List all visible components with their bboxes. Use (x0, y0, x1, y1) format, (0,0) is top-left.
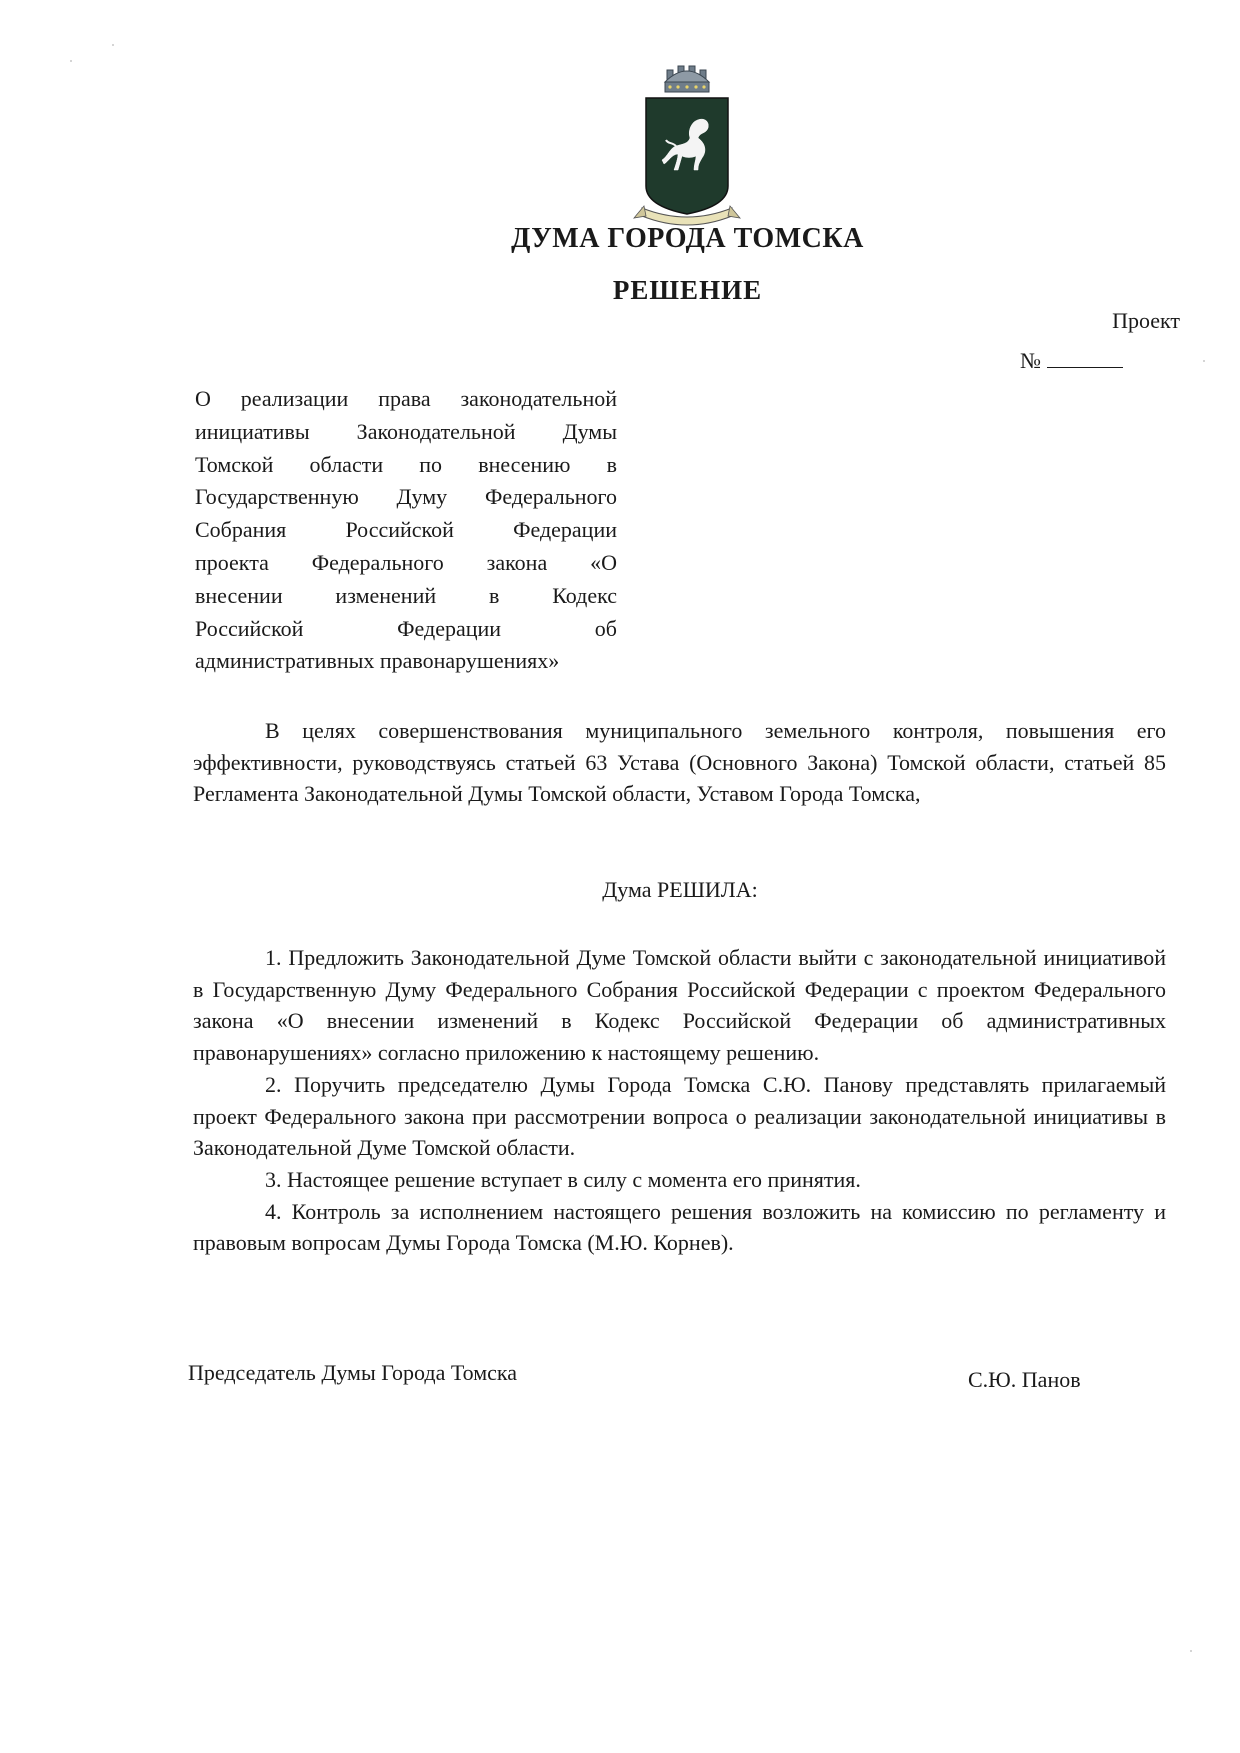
document-number (1020, 348, 1123, 374)
number-sign: № (1020, 348, 1041, 373)
signatory-name: С.Ю. Панов (968, 1367, 1081, 1392)
subject-line: Собрания Российской Федерации (195, 517, 617, 543)
decision-item: 3. Настоящее решение вступает в силу с момента его принятия. (265, 1166, 861, 1192)
scan-speck (1190, 1650, 1192, 1652)
organization-title: ДУМА ГОРОДА ТОМСКА (511, 223, 864, 254)
subject-line: административных правонарушениях» (195, 648, 560, 674)
number-blank (1047, 367, 1123, 368)
decided-label: Дума РЕШИЛА: (602, 877, 758, 902)
signatory-position: Председатель Думы Города Томска (188, 1360, 518, 1385)
subject-line: О реализации права законодательной (195, 386, 617, 411)
decision-item: 4. Контроль за исполнением настоящего решения возложить на комиссию по регламенту и правовым вопросам Думы Города Томска (М.Ю. Корнев). (193, 1198, 1166, 1256)
decision-item: 2. Поручить председателю Думы Города Томска С.Ю. Панову представлять прилагаемый проект Федерального закона при рассмотрении вопроса о реализации законодательной инициативы в Законодательной Думе Томской области. (193, 1071, 1166, 1161)
subject-line: Российской Федерации об (195, 615, 617, 641)
draft-label: Проект (1112, 308, 1180, 333)
document-type-title: РЕШЕНИЕ (612, 275, 763, 305)
decision-items (193, 942, 1166, 1259)
scan-speck (1203, 360, 1205, 362)
subject-line: Томской области по внесению в (195, 451, 617, 477)
decision-item: 1. Предложить Законодательной Думе Томской области выйти с законодательной инициативой в Государственную Думу Федерального Собрания Российской Федерации с проектом Федерального закона «О внесении изменений в Кодекс Российской Федерации об административных правонарушениях» согласно приложению к настоящему решению. (193, 945, 1166, 1066)
subject-line: внесении изменений в Кодекс (195, 582, 617, 608)
subject-line: Государственную Думу Федерального (195, 484, 617, 510)
preamble (193, 715, 1166, 810)
subject-block (195, 383, 617, 678)
preamble-text: В целях совершенствования муниципального земельного контроля, повышения его эффективности, руководствуясь статьей 63 Устава (Основного Закона) Томской области, статьей 85 Регламента Законодательной Думы Томской области, Уставом Города Томска, (193, 718, 1166, 807)
scan-speck (70, 60, 72, 62)
tomsk-coat-of-arms-icon (632, 58, 742, 228)
scan-speck (112, 44, 114, 46)
subject-line: инициативы Законодательной Думы (195, 418, 617, 444)
subject-line: проекта Федерального закона «О (195, 549, 617, 575)
